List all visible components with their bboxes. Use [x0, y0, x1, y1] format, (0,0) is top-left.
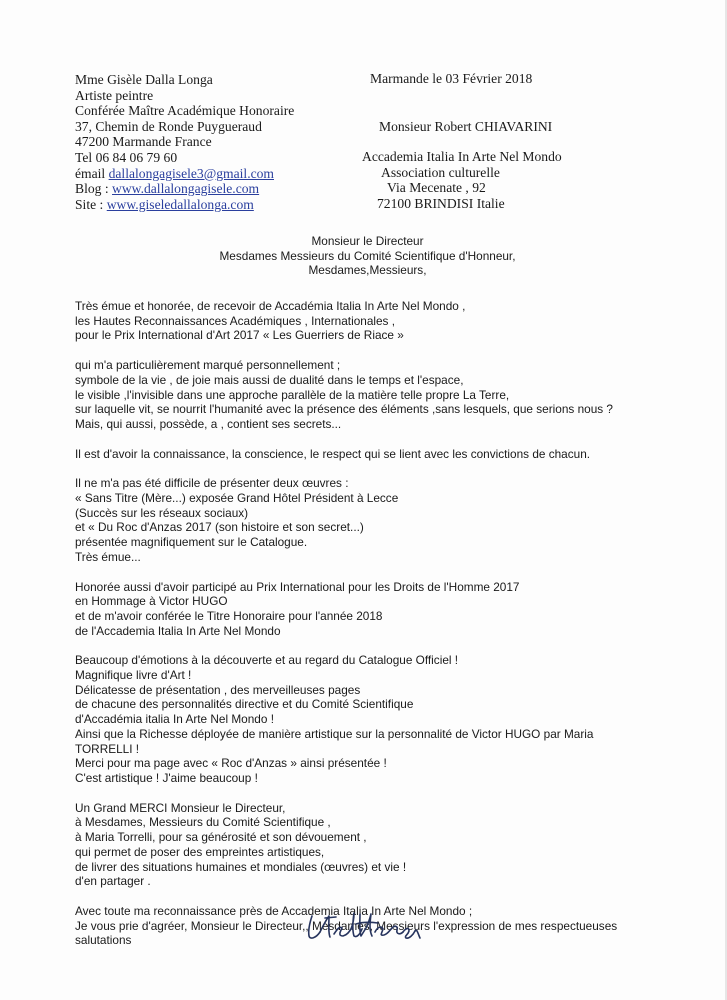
body-line: de livrer des situations humaines et mondiales (œuvres) et vie ! — [75, 859, 407, 874]
salutation-line: Monsieur le Directeur — [311, 234, 424, 248]
salutation-line: Mesdames Messieurs du Comité Scientifique d'Honneur, — [219, 248, 516, 263]
blog-link[interactable]: www.dallalongagisele.com — [112, 181, 260, 197]
body-line: à Maria Torrelli, pour sa générosité et son dévouement , — [75, 830, 367, 845]
sender-address-street: 37, Chemin de Ronde Puygueraud — [75, 118, 262, 134]
sender-site-line — [75, 197, 294, 213]
body-line: de l'Accademia Italia In Arte Nel Mondo — [75, 623, 281, 638]
sender-block — [75, 72, 294, 212]
body-line: Très émue... — [75, 549, 141, 564]
body-line: salutations — [75, 933, 132, 948]
body-line: Avec toute ma reconnaissance près de Accademia Italia In Arte Nel Mondo ; — [75, 903, 473, 918]
salutation-line: Mesdames,Messieurs, — [308, 263, 427, 277]
sender-name: Mme Gisèle Dalla Longa — [75, 72, 213, 87]
sender-phone: Tel 06 84 06 79 60 — [75, 149, 178, 165]
body-line: qui permet de poser des empreintes artistiques, — [75, 844, 325, 859]
body-line: Délicatesse de présentation , des merveilleuses pages — [75, 682, 361, 697]
body-line: « Sans Titre (Mère...) exposée Grand Hôtel Président à Lecce — [75, 491, 399, 506]
paragraph-human-rights-prize — [75, 580, 715, 639]
recipient-name: Monsieur Robert CHIAVARINI — [379, 119, 553, 134]
body-line: Honorée aussi d'avoir participé au Prix International pour les Droits de l'Homme 2017 — [75, 579, 520, 594]
body-line: et de m'avoir conférée le Titre Honoraire pour l'année 2018 — [75, 608, 383, 623]
body-line: les Hautes Reconnaissances Académiques , Internationales , — [75, 313, 396, 328]
body-line: en Hommage à Victor HUGO — [75, 594, 228, 609]
body-line: symbole de la vie , de joie mais aussi de dualité dans le temps et l'espace, — [75, 372, 464, 387]
email-label: émail — [75, 165, 109, 181]
body-line: qui m'a particulièrement marqué personnellement ; — [75, 358, 341, 373]
body-line: de chacune des personnalités directive et du Comité Scientifique — [75, 697, 414, 712]
body-line: d'Accadémia italia In Arte Nel Mondo ! — [75, 712, 274, 727]
signature-image — [296, 898, 426, 948]
site-label: Site : — [75, 196, 107, 212]
body-line: Magnifique livre d'Art ! — [75, 668, 192, 683]
sender-address-city: 47200 Marmande France — [75, 134, 212, 150]
body-line: présentée magnifiquement sur le Catalogue. — [75, 535, 308, 550]
body-line: (Succès sur les réseaux sociaux) — [75, 505, 249, 520]
recipient-org: Accademia Italia In Arte Nel Mondo — [362, 149, 562, 164]
body-line: et « Du Roc d'Anzas 2017 (son histoire et son secret...) — [75, 520, 364, 535]
letter-body — [75, 299, 715, 948]
paragraph-knowledge — [75, 447, 715, 462]
sender-blog-line — [75, 181, 294, 197]
body-line: Il ne m'a pas été difficile de présenter deux œuvres : — [75, 476, 349, 491]
body-line: Merci pour ma page avec « Roc d'Anzas » ainsi présentée ! — [75, 756, 387, 771]
site-link[interactable]: www.giseledallalonga.com — [106, 196, 254, 212]
paragraph-thanks — [75, 801, 715, 889]
body-line: C'est artistique ! J'aime beaucoup ! — [75, 770, 258, 785]
recipient-block — [360, 149, 562, 211]
body-line: Il est d'avoir la connaissance, la conscience, le respect qui se lient avec les convictions de chacun. — [75, 446, 591, 461]
body-line: à Mesdames, Messieurs du Comité Scientifique , — [75, 815, 331, 830]
sender-honorary-title: Conférée Maître Académique Honoraire — [75, 103, 295, 119]
email-link[interactable]: dallalongagisele3@gmail.com — [108, 165, 274, 181]
blog-label: Blog : — [75, 181, 113, 197]
sender-email-line — [75, 166, 294, 182]
paragraph-catalogue — [75, 653, 715, 785]
body-line: Beaucoup d'émotions à la découverte et au regard du Catalogue Officiel ! — [75, 653, 459, 668]
body-line: Un Grand MERCI Monsieur le Directeur, — [75, 800, 286, 815]
body-line: le visible ,l'invisible dans une approche parallèle de la matière telle propre La Terre, — [75, 387, 510, 402]
sender-title: Artiste peintre — [75, 87, 154, 103]
body-line: sur laquelle vit, se nourrit l'humanité avec la présence des éléments ,sans lesquels, que serions nous ? — [75, 402, 613, 417]
recipient-city: 72100 BRINDISI Italie — [377, 195, 505, 211]
body-line: Mais, qui aussi, possède, a , contient ses secrets... — [75, 416, 342, 431]
date-line: Marmande le 03 Février 2018 — [370, 71, 533, 86]
body-line: pour le Prix International d'Art 2017 « Les Guerriers de Riace » — [75, 328, 404, 343]
body-line: d'en partager . — [75, 874, 151, 889]
paragraph-works — [75, 476, 715, 564]
recipient-street: Via Mecenate , 92 — [387, 180, 486, 196]
recipient-org-type: Association culturelle — [381, 164, 500, 180]
handwritten-signature — [296, 898, 426, 948]
body-line: Très émue et honorée, de recevoir de Accadémia Italia In Arte Nel Mondo , — [75, 299, 466, 313]
paragraph-symbolism — [75, 358, 715, 432]
body-line: Ainsi que la Richesse déployée de manière artistique sur la personnalité de Victor HUGO par Maria — [75, 726, 594, 741]
body-line: Je vous prie d'agréer, Monsieur le Directeur,, Mesdames, Messieurs l'expression de mes respectueuses — [75, 918, 618, 933]
paragraph-acknowledgement — [75, 299, 715, 343]
salutation-block — [200, 234, 535, 278]
body-line: TORRELLI ! — [75, 741, 140, 756]
